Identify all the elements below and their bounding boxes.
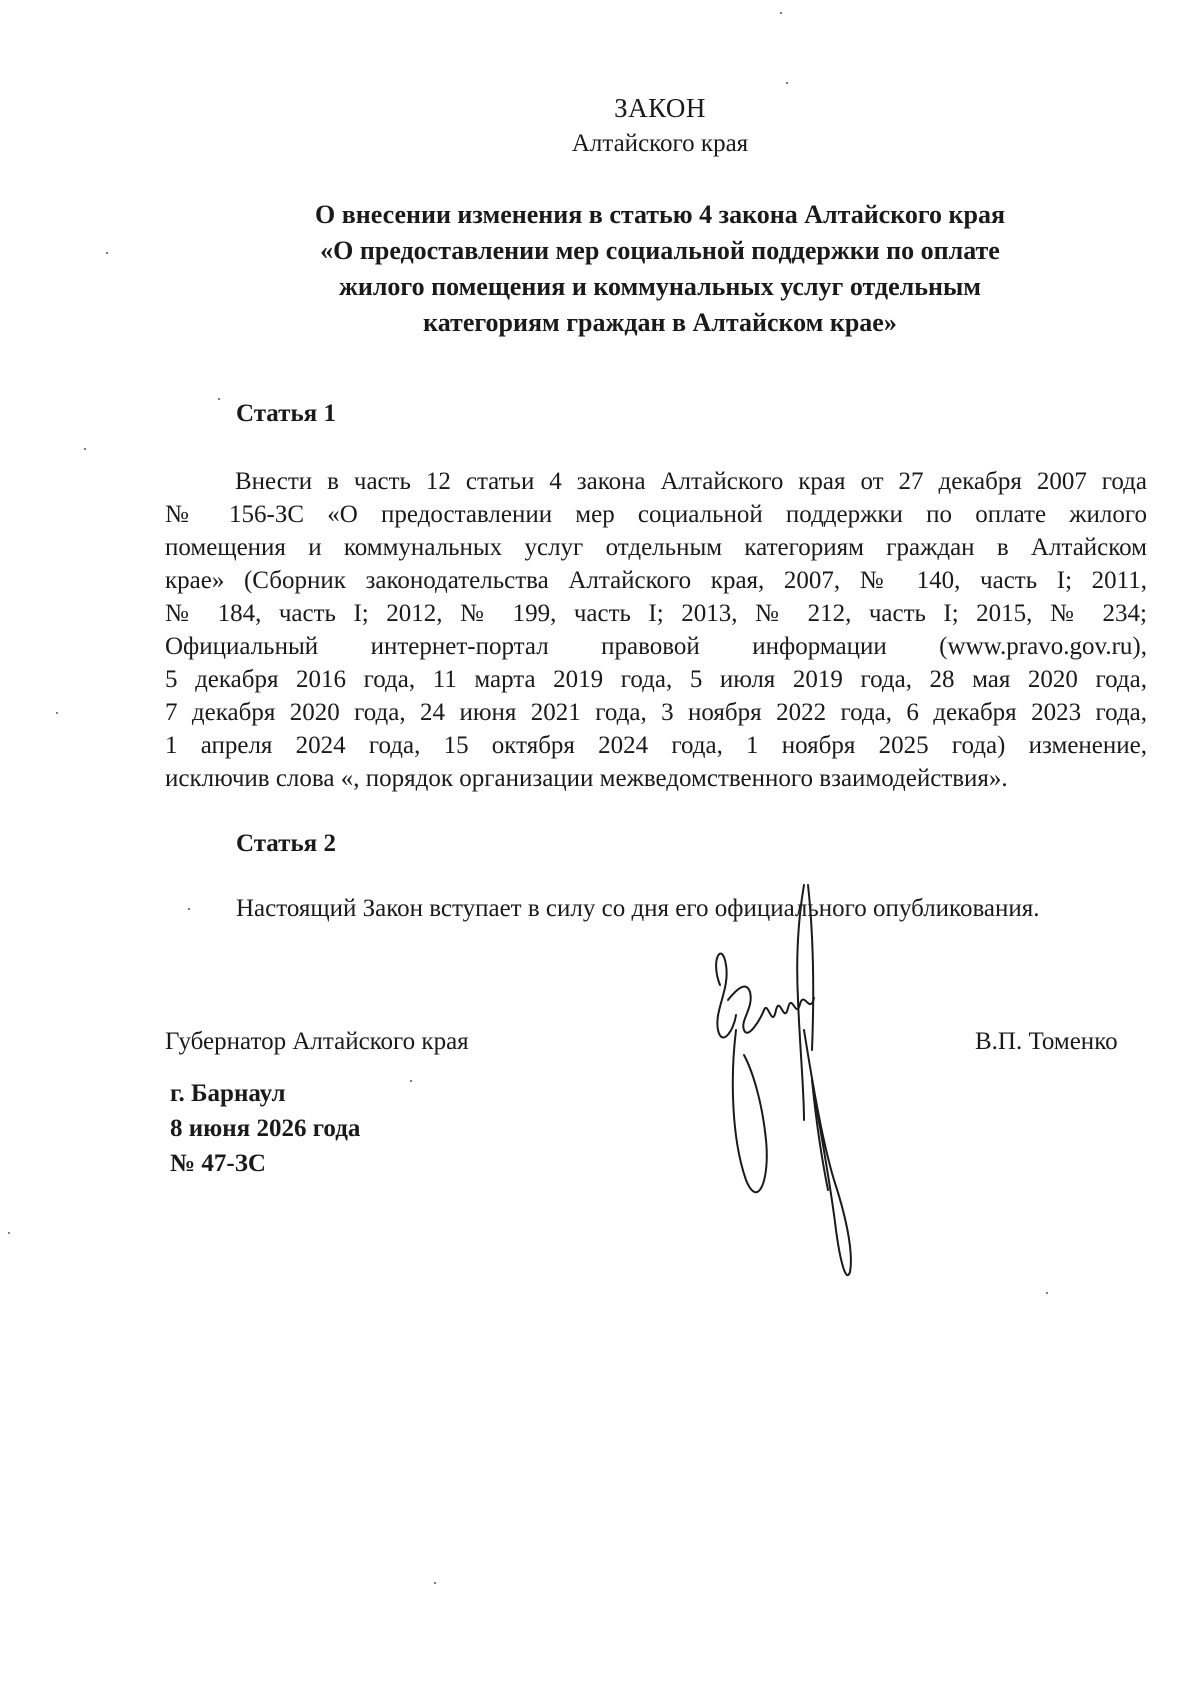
article-1-line: Официальный интернет-портал правовой информации (www.pravo.gov.ru),	[165, 633, 1147, 660]
article-1-body	[165, 465, 1147, 795]
scan-speck	[780, 12, 782, 14]
title-line: «О предоставлении мер социальной поддержки по оплате	[320, 236, 1000, 265]
signing-date: 8 июня 2026 года	[170, 1115, 361, 1142]
governor-title: Губернатор Алтайского края	[165, 1028, 469, 1055]
scan-speck	[218, 398, 220, 400]
article-1-line: 5 декабря 2016 года, 11 марта 2019 года, 5 июля 2019 года, 28 мая 2020 года,	[165, 666, 1147, 693]
article-1-line: № 156-ЗС «О предоставлении мер социальной поддержки по оплате жилого	[165, 501, 1147, 528]
article-2-heading: Статья 2	[236, 830, 336, 857]
law-heading: ЗАКОН	[614, 93, 706, 123]
scan-speck	[8, 1232, 10, 1234]
law-number: № 47-ЗС	[170, 1150, 266, 1177]
scan-speck	[84, 448, 86, 450]
title-line: категориям граждан в Алтайском крае»	[423, 308, 897, 337]
scan-speck	[188, 908, 190, 910]
governor-name: В.П. Томенко	[975, 1028, 1118, 1055]
handwritten-signature	[700, 880, 860, 1290]
article-1-line: 1 апреля 2024 года, 15 октября 2024 года, 1 ноября 2025 года) изменение,	[165, 732, 1147, 759]
article-1-heading: Статья 1	[236, 400, 336, 427]
article-1-line: 7 декабря 2020 года, 24 июня 2021 года, 3 ноября 2022 года, 6 декабря 2023 года,	[165, 699, 1147, 726]
title-line: О внесении изменения в статью 4 закона Алтайского края	[314, 200, 1006, 229]
signing-city: г. Барнаул	[170, 1080, 286, 1107]
scan-speck	[106, 252, 108, 254]
law-title	[0, 197, 1200, 341]
scan-speck	[434, 1582, 436, 1584]
title-line: жилого помещения и коммунальных услуг отдельным	[339, 272, 981, 301]
article-1-line: исключив слова «, порядок организации межведомственного взаимодействия».	[165, 765, 1008, 792]
signing-details	[170, 1076, 360, 1181]
article-1-line: Внести в часть 12 статьи 4 закона Алтайского края от 27 декабря 2007 года	[235, 468, 1147, 495]
article-1-line: помещения и коммунальных услуг отдельным категориям граждан в Алтайском	[165, 534, 1147, 561]
article-1-line: № 184, часть I; 2012, № 199, часть I; 2013, № 212, часть I; 2015, № 234;	[165, 600, 1147, 627]
scan-speck	[1046, 1292, 1048, 1294]
article-2-body: Настоящий Закон вступает в силу со дня его официального опубликования.	[236, 895, 1040, 922]
scan-speck	[410, 1080, 412, 1082]
scan-speck	[786, 82, 788, 84]
scan-speck	[56, 712, 58, 714]
article-1-line: крае» (Сборник законодательства Алтайского края, 2007, № 140, часть I; 2011,	[165, 567, 1147, 594]
law-region: Алтайского края	[571, 130, 749, 157]
